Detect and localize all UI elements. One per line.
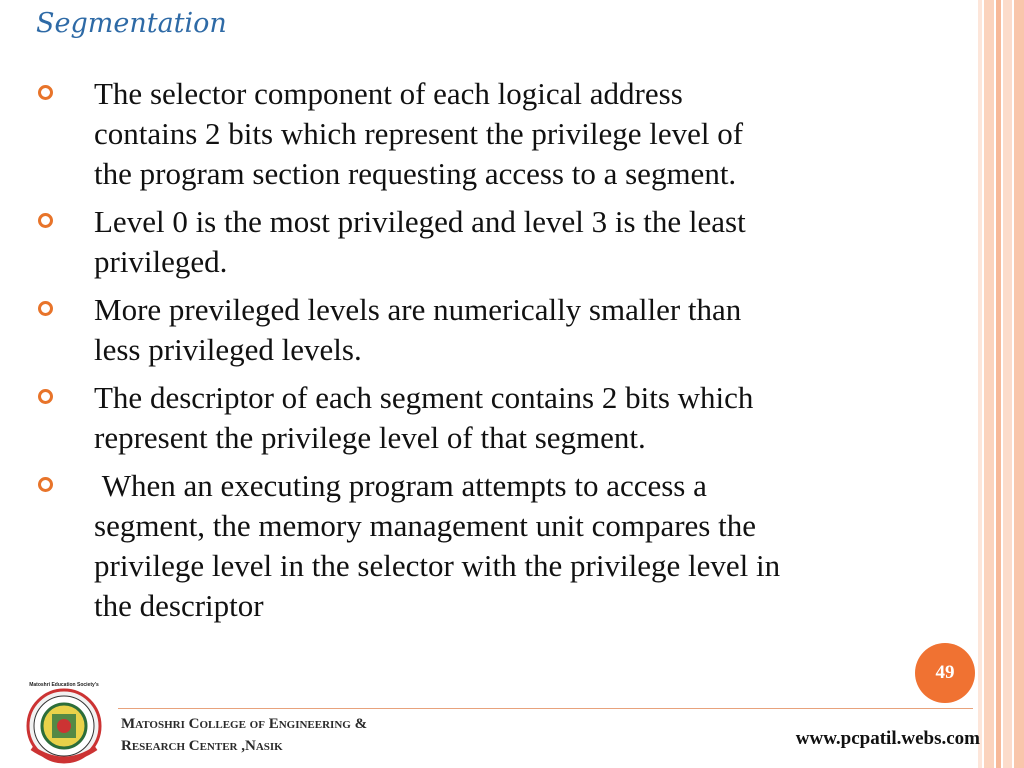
list-item — [38, 378, 973, 458]
website-link[interactable]: www.pcpatil.webs.com — [795, 728, 980, 749]
ring-bullet-icon — [38, 301, 53, 316]
ring-bullet-icon — [38, 389, 53, 404]
bullet-text: The selector component of each logical address contains 2 bits which represent the privilege level of the program section requesting access to a segment. — [94, 76, 744, 191]
ring-bullet-icon — [38, 213, 53, 228]
bullet-text: More previleged levels are numerically smaller than less privileged levels. — [94, 292, 742, 367]
decorative-side-stripes — [978, 0, 1024, 768]
ring-bullet-icon — [38, 85, 53, 100]
college-name — [121, 713, 367, 757]
list-item — [38, 290, 973, 370]
list-item — [38, 74, 973, 194]
bullet-text: Level 0 is the most privileged and level 3 is the least privileged. — [94, 204, 746, 279]
footer-divider — [118, 708, 973, 709]
bullet-text: The descriptor of each segment contains 2 bits which represent the privilege level of that segment. — [94, 380, 754, 455]
list-item — [38, 202, 973, 282]
slide-title: Segmentation — [36, 8, 227, 39]
bullet-text: When an executing program attempts to access a segment, the memory management unit compares the privilege level in the selector with the privilege level in the descriptor — [94, 468, 781, 623]
list-item — [38, 466, 973, 626]
college-logo-icon — [22, 678, 106, 768]
page-number-badge — [915, 643, 975, 703]
bullet-list — [38, 74, 973, 634]
ring-bullet-icon — [38, 477, 53, 492]
college-name-line2: Research Center ,Nasik — [121, 738, 283, 754]
college-name-line1: Matoshri College of Engineering & — [121, 716, 368, 732]
logo-caption: Matoshri Education Society's — [29, 682, 99, 688]
page-number: 49 — [935, 662, 955, 683]
